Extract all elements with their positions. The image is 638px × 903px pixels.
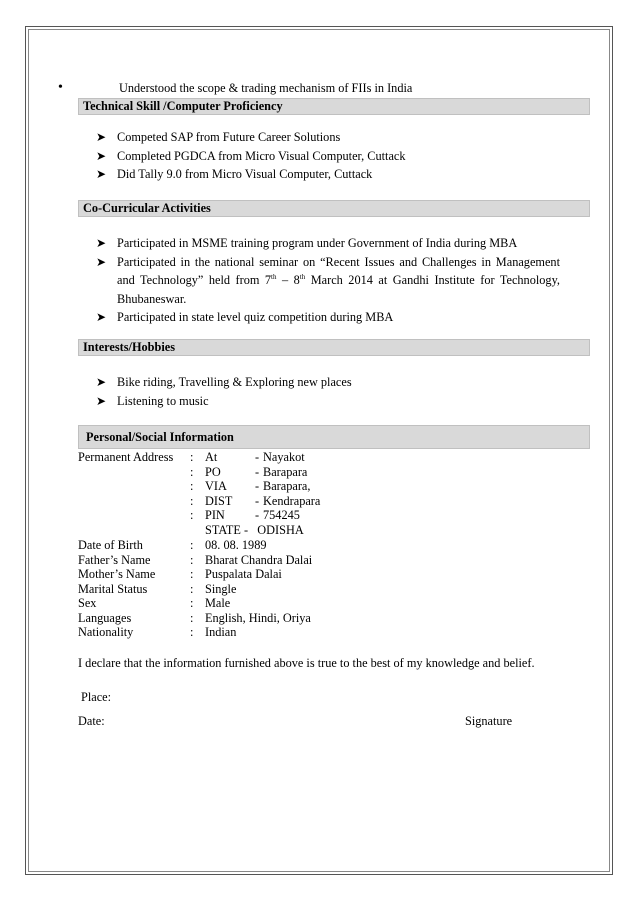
declaration-text: I declare that the information furnished above is true to the best of my knowledge and belief. (78, 656, 535, 670)
arrow-bullet-icon: ➤ (96, 236, 107, 250)
list-item: ➤ Participated in state level quiz competition during MBA (96, 308, 560, 327)
list-item: ➤ Did Tally 9.0 from Micro Visual Computer, Cuttack (96, 165, 560, 184)
bullet-dot-icon: • (58, 80, 63, 95)
address-label: Permanent Address (78, 450, 174, 464)
section-heading-personal: Personal/Social Information (78, 425, 590, 449)
list-item: ➤ Listening to music (96, 392, 560, 411)
arrow-bullet-icon: ➤ (96, 148, 107, 163)
cocurricular-list (96, 234, 560, 327)
section-heading-technical: Technical Skill /Computer Proficiency (78, 98, 590, 115)
interests-list (96, 373, 560, 410)
intro-bullet-text: Understood the scope & trading mechanism of FIIs in India (119, 81, 413, 95)
arrow-bullet-icon: ➤ (96, 254, 107, 269)
arrow-bullet-icon: ➤ (96, 393, 107, 408)
arrow-bullet-icon: ➤ (96, 310, 107, 324)
list-item: ➤ Competed SAP from Future Career Solutions (96, 128, 560, 147)
date-label: Date: (78, 714, 105, 728)
technical-list (96, 128, 560, 184)
section-heading-interests: Interests/Hobbies (78, 339, 590, 356)
list-item: ➤ Completed PGDCA from Micro Visual Computer, Cuttack (96, 147, 560, 166)
section-heading-cocurricular: Co-Curricular Activities (78, 200, 590, 217)
list-item: ➤ Participated in the national seminar on “Recent Issues and Challenges in Management and Technology” held from 7th – 8th March 2014 at Gandhi Institute for Technology, Bhubaneswar. (96, 254, 560, 306)
signature-label: Signature (465, 714, 513, 728)
list-item: ➤ Participated in MSME training program under Government of India during MBA (96, 234, 560, 253)
place-label: Place: (81, 690, 112, 704)
arrow-bullet-icon: ➤ (96, 130, 107, 144)
arrow-bullet-icon: ➤ (96, 167, 107, 181)
arrow-bullet-icon: ➤ (96, 375, 107, 389)
list-item: ➤ Bike riding, Travelling & Exploring new places (96, 373, 560, 392)
